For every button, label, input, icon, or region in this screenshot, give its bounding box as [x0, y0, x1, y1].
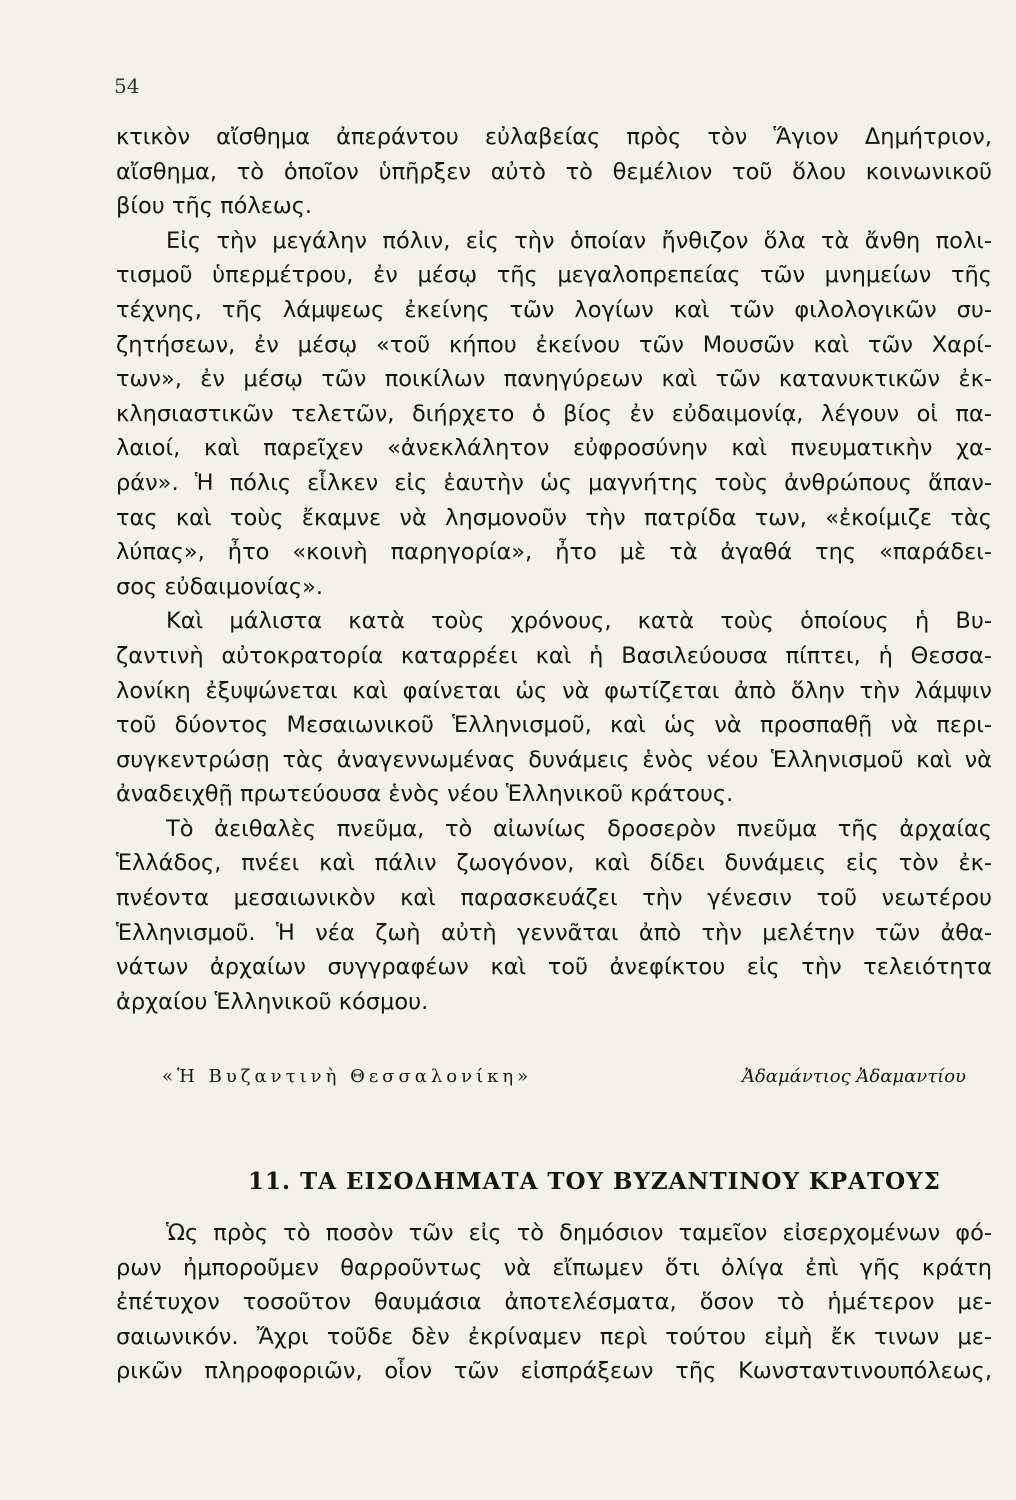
body-text — [116, 120, 992, 1019]
text-line: λονίκη ἐξυψώνεται καὶ φαίνεται ὡς νὰ φωτίζεται ἀπὸ ὅλην τὴν λάμψιν — [116, 677, 992, 704]
text-line: πνέοντα μεσαιωνικὸν καὶ παρασκευάζει τὴν γένεσιν τοῦ νεωτέρου — [116, 885, 992, 912]
attribution-source: «Ἡ Βυζαντινὴ Θεσσαλονίκη» — [162, 1066, 533, 1087]
text-line: ἀρχαίου Ἑλληνικοῦ κόσμου. — [116, 988, 429, 1015]
text-line: ἀναδειχθῇ πρωτεύουσα ἑνὸς νέου Ἑλληνικοῦ κράτους. — [116, 781, 734, 808]
text-line: των», ἐν μέσῳ τῶν ποικίλων πανηγύρεων καὶ τῶν κατανυκτικῶν ἐκ- — [116, 366, 992, 393]
attribution-author: Ἀδαμάντιος Ἀδαμαντίου — [741, 1066, 966, 1087]
text-line: κλησιαστικῶν τελετῶν, διήρχετο ὁ βίος ἐν εὐδαιμονίᾳ, λέγουν οἱ πα- — [116, 400, 992, 427]
text-line: λύπας», ἦτο «κοινὴ παρηγορία», ἦτο μὲ τὰ ἀγαθά της «παράδει- — [116, 539, 992, 566]
attribution — [162, 1066, 966, 1087]
text-line: τας καὶ τοὺς ἔκαμνε νὰ λησμονοῦν τὴν πατρίδα των, «ἐκοίμιζε τὰς — [116, 504, 992, 531]
text-line: λαιοί, καὶ παρεῖχεν «ἀνεκλάλητον εὐφροσύνην καὶ πνευματικὴν χα- — [116, 435, 992, 462]
text-line: συγκεντρώσῃ τὰς ἀναγεννωμένας δυνάμεις ἑνὸς νέου Ἑλληνισμοῦ καὶ νὰ — [116, 746, 992, 773]
text-line: τέχνης, τῆς λάμψεως ἐκείνης τῶν λογίων καὶ τῶν φιλολογικῶν συ- — [116, 296, 992, 323]
text-line: ζαντινὴ αὐτοκρατορία καταρρέει καὶ ἡ Βασιλεύουσα πίπτει, ἡ Θεσσα- — [116, 642, 992, 669]
text-line: Καὶ μάλιστα κατὰ τοὺς χρόνους, κατὰ τοὺς ὁποίους ἡ Βυ- — [166, 608, 992, 635]
text-line: τοῦ δύοντος Μεσαιωνικοῦ Ἑλληνισμοῦ, καὶ ὡς νὰ προσπαθῇ νὰ περι- — [116, 712, 992, 739]
page-number: 54 — [114, 74, 140, 98]
text-line: Εἰς τὴν μεγάλην πόλιν, εἰς τὴν ὁποίαν ἤνθιζον ὅλα τὰ ἄνθη πολι- — [166, 227, 992, 254]
text-line: Ἑλλάδος, πνέει καὶ πάλιν ζωογόνον, καὶ δίδει δυνάμεις εἰς τὸν ἐκ- — [116, 850, 992, 877]
text-line: νάτων ἀρχαίων συγγραφέων καὶ τοῦ ἀνεφίκτου εἰς τὴν τελειότητα — [116, 954, 992, 981]
text-line: ρικῶν πληροφοριῶν, οἷον τῶν εἰσπράξεων τῆς Κωνσταντινουπόλεως, — [116, 1358, 992, 1385]
section-heading: 11. ΤΑ ΕΙΣΟΔΗΜΑΤΑ ΤΟΥ ΒΥΖΑΝΤΙΝΟΥ ΚΡΑΤΟΥΣ — [248, 1168, 941, 1195]
text-line: ρων ἠμποροῦμεν θαρροῦντως νὰ εἴπωμεν ὅτι ὀλίγα ἐπὶ γῆς κράτη — [116, 1254, 992, 1281]
text-line: Ὡς πρὸς τὸ ποσὸν τῶν εἰς τὸ δημόσιον ταμεῖον εἰσερχομένων φό- — [166, 1220, 992, 1246]
text-line: κτικὸν αἴσθημα ἀπεράντου εὐλαβείας πρὸς τὸν Ἅγιον Δημήτριον, — [116, 124, 992, 150]
section-text — [116, 1216, 992, 1389]
text-line: βίου τῆς πόλεως. — [116, 193, 313, 220]
text-line: ἐπέτυχον τοσοῦτον θαυμάσια ἀποτελέσματα, ὅσον τὸ ἡμέτερον με- — [116, 1289, 992, 1316]
text-line: ζητήσεων, ἐν μέσῳ «τοῦ κήπου ἐκείνου τῶν Μουσῶν καὶ τῶν Χαρί- — [116, 331, 992, 358]
text-line: Ἑλληνισμοῦ. Ἡ νέα ζωὴ αὐτὴ γεννᾶται ἀπὸ τὴν μελέτην τῶν ἀθα- — [116, 919, 992, 946]
text-line: σαιωνικόν. Ἄχρι τοῦδε δὲν ἐκρίναμεν περὶ τούτου εἰμὴ ἔκ τινων με- — [116, 1323, 992, 1350]
text-line: ράν». Ἡ πόλις εἷλκεν εἰς ἑαυτὴν ὡς μαγνήτης τοὺς ἀνθρώπους ἅπαν- — [116, 469, 992, 496]
text-line: αἴσθημα, τὸ ὁποῖον ὑπῆρξεν αὐτὸ τὸ θεμέλιον τοῦ ὅλου κοινωνικοῦ — [116, 158, 992, 185]
text-line: Τὸ ἀειθαλὲς πνεῦμα, τὸ αἰωνίως δροσερὸν πνεῦμα τῆς ἀρχαίας — [166, 815, 992, 842]
text-line: τισμοῦ ὑπερμέτρου, ἐν μέσῳ τῆς μεγαλοπρεπείας τῶν μνημείων τῆς — [116, 262, 992, 289]
text-line: σος εὐδαιμονίας». — [116, 573, 323, 600]
